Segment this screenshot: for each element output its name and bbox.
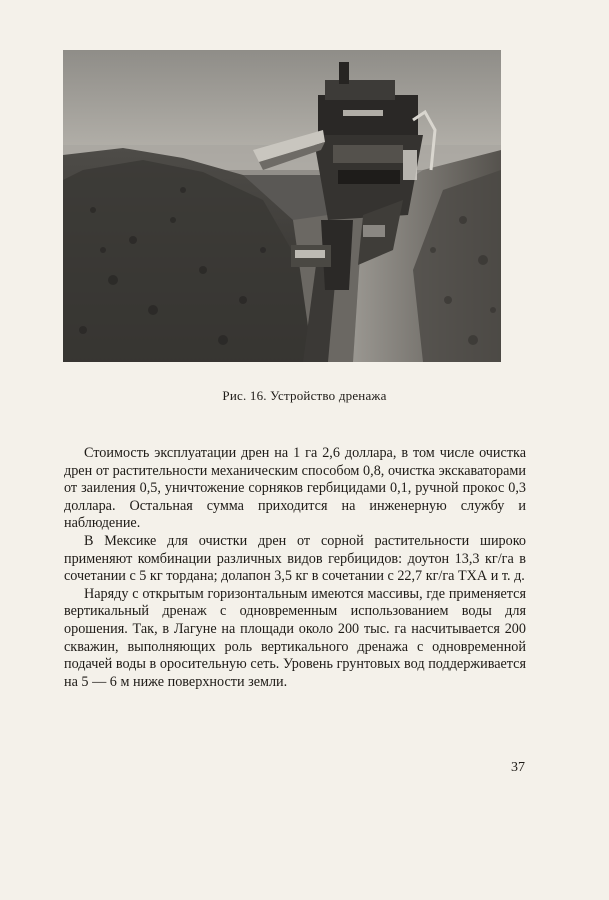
drainage-machine-photo-icon (63, 50, 501, 362)
paragraph-3: Наряду с открытым горизонтальным имеются массивы, где применяется вертикальный дренаж с одновременным использованием воды для орошения. Так, в Лагуне на площади около 200 тыс. га насчитывается 200 скважин, выполняющих роль вертикального дренажа с одновременной подачей воды в оросительную сеть. Уровень грунтовых вод поддерживается на 5 — 6 м ниже поверхности земли. (64, 585, 526, 690)
paragraph-2: В Мексике для очистки дрен от сорной растительности широко применяют комбинации различных видов гербицидов: доутон 13,3 кг/га в сочетании с 5 кг тордана; долапон 3,5 кг в сочетании с 22,7 кг/га ТХА и т. д. (64, 532, 526, 585)
paragraph-1: Стоимость эксплуатации дрен на 1 га 2,6 доллара, в том числе очистка дрен от растительности механическим способом 0,8, очистка экскаваторами от заиления 0,5, уничтожение сорняков гербицидами 0,1, ручной прокос 0,3 доллара. Остальная сумма приходится на инженерную службу и наблюдение. (64, 445, 526, 532)
body-text (64, 445, 526, 691)
drainage-figure-photo (63, 50, 501, 362)
page-number: 37 (511, 760, 525, 775)
figure-caption: Рис. 16. Устройство дренажа (222, 388, 387, 403)
